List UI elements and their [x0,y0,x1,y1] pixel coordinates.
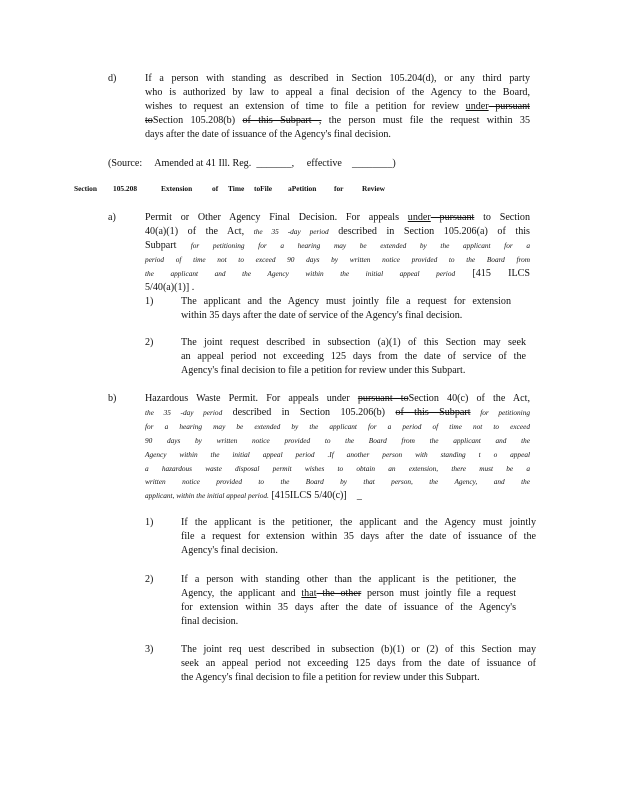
deleted-text: to [145,114,153,126]
deleted-text: the other [316,587,362,599]
a-line-4: period of time not to exceed 90 days by written notice provided to the Board from [145,254,530,264]
b-line-2: the 35 -day period described in Section 105.206(b) of this Subpart for petitioning [145,406,530,418]
heading-word: Review [362,184,385,193]
a2-line-3: Agency's final decision to file a petition for review under this Subpart. [181,364,466,376]
subsection-b-label: b) [108,393,117,404]
deleted-text: of this Subpart [395,406,471,418]
source-amended: Amended at 41 Ill. Reg. [154,158,252,169]
b-line-4: 90 days by written notice provided to the Board from the applicant and the [145,435,530,445]
d-line-1: If a person with standing as described in Section 105.204(d), or any third party [145,73,530,84]
heading-word: aPetition [288,184,317,193]
a-line-1: Permit or Other Agency Final Decision. For appeals under pursuant to Section [145,212,530,223]
d-line-3: wishes to request an extension of time to file a petition for review under pursuant [145,100,530,112]
item-b2-text [181,573,516,629]
inserted-text: that [301,587,317,599]
d-line-5: days after the date of issuance of the Agency's final decision. [145,128,391,140]
subsection-b-text [145,392,530,503]
deleted-text: pursuant to [357,393,409,404]
source-label: (Source: [108,158,143,169]
deleted-text: of this Subpart , [242,114,322,126]
b3-line-2: seek an appeal period not exceeding 125 days from the date of issuance of [181,657,536,669]
heading-word: Extension [161,184,193,193]
a-line-6: 5/40(a)(1)] . [145,281,195,293]
item-b3-text [181,643,536,685]
b-line-1: Hazardous Waste Permit. For appeals under pursuant toSection 40(c) of the Act, [145,393,530,404]
item-b1-label: 1) [145,517,154,528]
subsection-d-label: d) [108,73,117,84]
a1-line-1: The applicant and the Agency must jointly file a request for extension [181,296,511,307]
heading-word: toFile [254,184,273,193]
b-line-7: written notice provided to the Board by that person, the Agency, and the [145,477,530,487]
deleted-text: pursuant [488,100,530,112]
b-line-8: applicant, within the initial appeal period. [415ILCS 5/40(c)] _ [145,490,362,502]
inserted-text: under [407,212,431,223]
b1-line-1: If the applicant is the petitioner, the applicant and the Agency must jointly [181,517,536,528]
b-line-5: Agency within the initial appeal period .If another person with standing t o appeal [145,449,530,459]
heading-section: Section [74,184,97,193]
item-b1-text [181,516,536,558]
source-blank-1: _______, [256,158,295,169]
b-line-3: for a hearing may be extended by the applicant for a period of time not to exceed [145,421,530,431]
a2-line-2: an appeal period not exceeding 125 days from the date of service of the [181,350,526,362]
inserted-text: under [465,100,489,112]
a-line-2: 40(a)(1) of the Act, the 35 -day period described in Section 105.206(a) of this [145,225,530,237]
item-b3-label: 3) [145,644,154,655]
a2-line-1: The joint request described in subsection (a)(1) of this Section may seek [181,337,526,348]
item-a1-text [181,295,511,323]
section-heading [74,184,404,198]
subsection-a-text [145,211,530,294]
heading-number: 105.208 [113,184,138,193]
source-note [108,157,418,171]
b1-line-3: Agency's final decision. [181,544,278,556]
b2-line-1: If a person with standing other than the applicant is the petitioner, the [181,574,516,585]
subsection-a-label: a) [108,212,116,223]
b2-line-4: final decision. [181,615,239,627]
b-line-6: a hazardous waste disposal permit wishes to obtain an extension, there must be a [145,463,530,473]
item-a1-label: 1) [145,296,154,307]
b3-line-3: the Agency's final decision to file a petition for review under this Subpart. [181,671,480,683]
d-line-2: who is authorized by law to appeal a final decision of the Agency to the Board, [145,86,530,98]
item-b2-label: 2) [145,574,154,585]
a1-line-2: within 35 days after the date of service of the Agency's final decision. [181,309,463,321]
source-effective: effective [306,158,342,169]
subsection-d-text [145,72,530,142]
b1-line-2: file a request for extension within 35 days after the date of issuance of the [181,530,536,542]
item-a2-label: 2) [145,337,154,348]
heading-word: for [334,184,344,193]
b2-line-2: Agency, the applicant and that the other person must jointly file a request [181,587,516,599]
heading-word: Time [228,184,245,193]
source-blank-2: ________) [352,158,396,169]
d-line-4: toSection 105.208(b) of this Subpart , the person must file the request within 35 [145,114,530,126]
a-line-3: Subpart for petitioning for a hearing may be extended by the applicant for a [145,239,530,251]
deleted-text: pursuant [430,212,475,223]
heading-word: of [212,184,219,193]
b2-line-3: for extension within 35 days after the date of issuance of the Agency's [181,601,516,613]
item-a2-text [181,336,526,378]
a-line-5: the applicant and the Agency within the initial appeal period [415 ILCS [145,267,530,279]
b3-line-1: The joint req uest described in subsection (b)(1) or (2) of this Section may [181,644,536,655]
